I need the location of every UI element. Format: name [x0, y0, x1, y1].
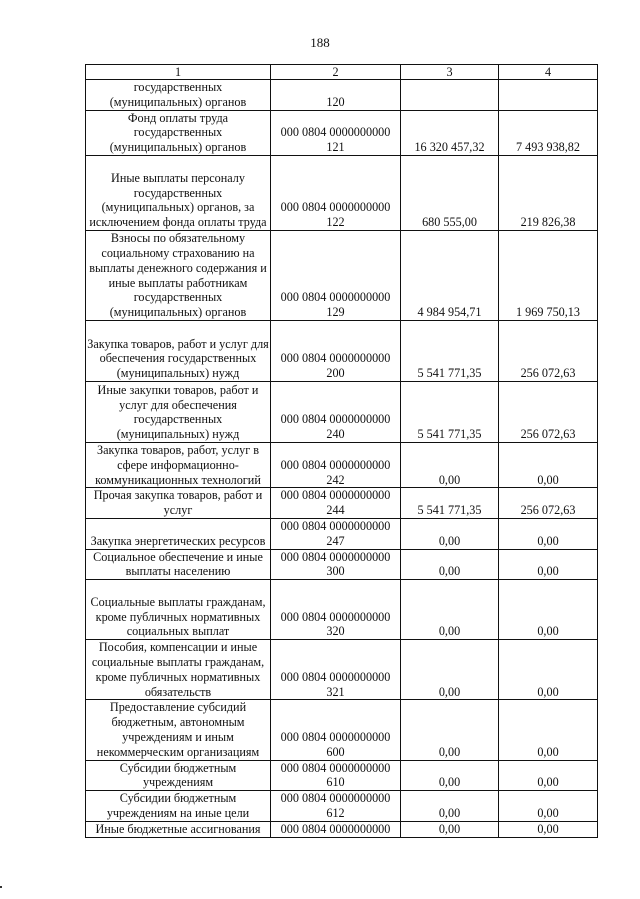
row-code: 000 0804 0000000000 244	[271, 488, 401, 519]
row-name: Закупка товаров, работ, услуг в сфере информационно-коммуникационных технологий	[86, 442, 271, 487]
row-value-col4: 7 493 938,82	[499, 110, 598, 155]
column-header: 4	[499, 65, 598, 80]
row-name: Социальное обеспечение и иные выплаты населению	[86, 549, 271, 580]
row-value-col4: 0,00	[499, 760, 598, 791]
row-name: Социальные выплаты гражданам, кроме публичных нормативных социальных выплат	[86, 580, 271, 640]
row-code: 000 0804 0000000000 242	[271, 442, 401, 487]
table-row	[86, 442, 598, 487]
row-value-col3: 5 541 771,35	[401, 488, 499, 519]
table-row	[86, 230, 598, 320]
row-code: 120	[271, 80, 401, 111]
row-name: Взносы по обязательному социальному страхованию на выплаты денежного содержания и иные выплаты работникам государственных (муниципальных) органов	[86, 230, 271, 320]
row-name: Закупка товаров, работ и услуг для обеспечения государственных (муниципальных) нужд	[86, 320, 271, 381]
row-code: 000 0804 0000000000 612	[271, 791, 401, 822]
row-value-col4: 0,00	[499, 442, 598, 487]
row-value-col3: 0,00	[401, 580, 499, 640]
row-value-col4: 219 826,38	[499, 155, 598, 230]
row-value-col3: 0,00	[401, 549, 499, 580]
row-name: Закупка энергетических ресурсов	[86, 518, 271, 549]
row-value-col3: 680 555,00	[401, 155, 499, 230]
scan-margin-mark	[0, 886, 2, 888]
row-value-col4: 0,00	[499, 821, 598, 837]
row-name: Иные закупки товаров, работ и услуг для обеспечения государственных (муниципальных) нужд	[86, 381, 271, 442]
row-value-col3: 0,00	[401, 442, 499, 487]
row-value-col4: 256 072,63	[499, 320, 598, 381]
table-row	[86, 155, 598, 230]
row-value-col3	[401, 80, 499, 111]
row-value-col4: 256 072,63	[499, 488, 598, 519]
row-name: Пособия, компенсации и иные социальные выплаты гражданам, кроме публичных нормативных обязательств	[86, 640, 271, 700]
row-value-col3: 0,00	[401, 760, 499, 791]
table-header-row	[86, 65, 598, 80]
table-row	[86, 821, 598, 837]
row-name: Фонд оплаты труда государственных (муниципальных) органов	[86, 110, 271, 155]
row-value-col4: 0,00	[499, 640, 598, 700]
table-row	[86, 80, 598, 111]
table-row	[86, 381, 598, 442]
table-row	[86, 110, 598, 155]
row-value-col4: 0,00	[499, 791, 598, 822]
table-row	[86, 760, 598, 791]
row-value-col3: 5 541 771,35	[401, 381, 499, 442]
table-row	[86, 700, 598, 760]
row-name: Субсидии бюджетным учреждениям на иные цели	[86, 791, 271, 822]
page-number: 188	[310, 35, 330, 50]
row-value-col4: 0,00	[499, 549, 598, 580]
table-row	[86, 518, 598, 549]
table-row	[86, 640, 598, 700]
row-code: 000 0804 0000000000 320	[271, 580, 401, 640]
row-name: Прочая закупка товаров, работ и услуг	[86, 488, 271, 519]
row-code: 000 0804 0000000000 121	[271, 110, 401, 155]
row-name: Предоставление субсидий бюджетным, автономным учреждениям и иным некоммерческим организациям	[86, 700, 271, 760]
table-row	[86, 320, 598, 381]
row-value-col4: 0,00	[499, 518, 598, 549]
column-header: 3	[401, 65, 499, 80]
row-value-col3: 0,00	[401, 518, 499, 549]
table-row	[86, 791, 598, 822]
row-value-col3: 5 541 771,35	[401, 320, 499, 381]
row-code: 000 0804 0000000000 129	[271, 230, 401, 320]
row-value-col3: 0,00	[401, 700, 499, 760]
table-row	[86, 549, 598, 580]
row-value-col3: 16 320 457,32	[401, 110, 499, 155]
row-value-col4: 0,00	[499, 700, 598, 760]
row-code: 000 0804 0000000000	[271, 821, 401, 837]
table-row	[86, 488, 598, 519]
row-name: Субсидии бюджетным учреждениям	[86, 760, 271, 791]
row-name: Иные бюджетные ассигнования	[86, 821, 271, 837]
row-value-col3: 0,00	[401, 791, 499, 822]
row-code: 000 0804 0000000000 300	[271, 549, 401, 580]
row-value-col3: 4 984 954,71	[401, 230, 499, 320]
column-header: 2	[271, 65, 401, 80]
row-code: 000 0804 0000000000 247	[271, 518, 401, 549]
row-value-col4	[499, 80, 598, 111]
row-code: 000 0804 0000000000 240	[271, 381, 401, 442]
row-value-col4: 1 969 750,13	[499, 230, 598, 320]
row-code: 000 0804 0000000000 600	[271, 700, 401, 760]
row-value-col3: 0,00	[401, 821, 499, 837]
table-row	[86, 580, 598, 640]
column-header: 1	[86, 65, 271, 80]
row-name: Иные выплаты персоналу государственных (муниципальных) органов, за исключением фонда оплаты труда	[86, 155, 271, 230]
row-name: государственных (муниципальных) органов	[86, 80, 271, 111]
row-value-col4: 256 072,63	[499, 381, 598, 442]
row-value-col4: 0,00	[499, 580, 598, 640]
row-code: 000 0804 0000000000 321	[271, 640, 401, 700]
budget-table	[85, 64, 598, 838]
row-code: 000 0804 0000000000 122	[271, 155, 401, 230]
row-value-col3: 0,00	[401, 640, 499, 700]
row-code: 000 0804 0000000000 200	[271, 320, 401, 381]
row-code: 000 0804 0000000000 610	[271, 760, 401, 791]
